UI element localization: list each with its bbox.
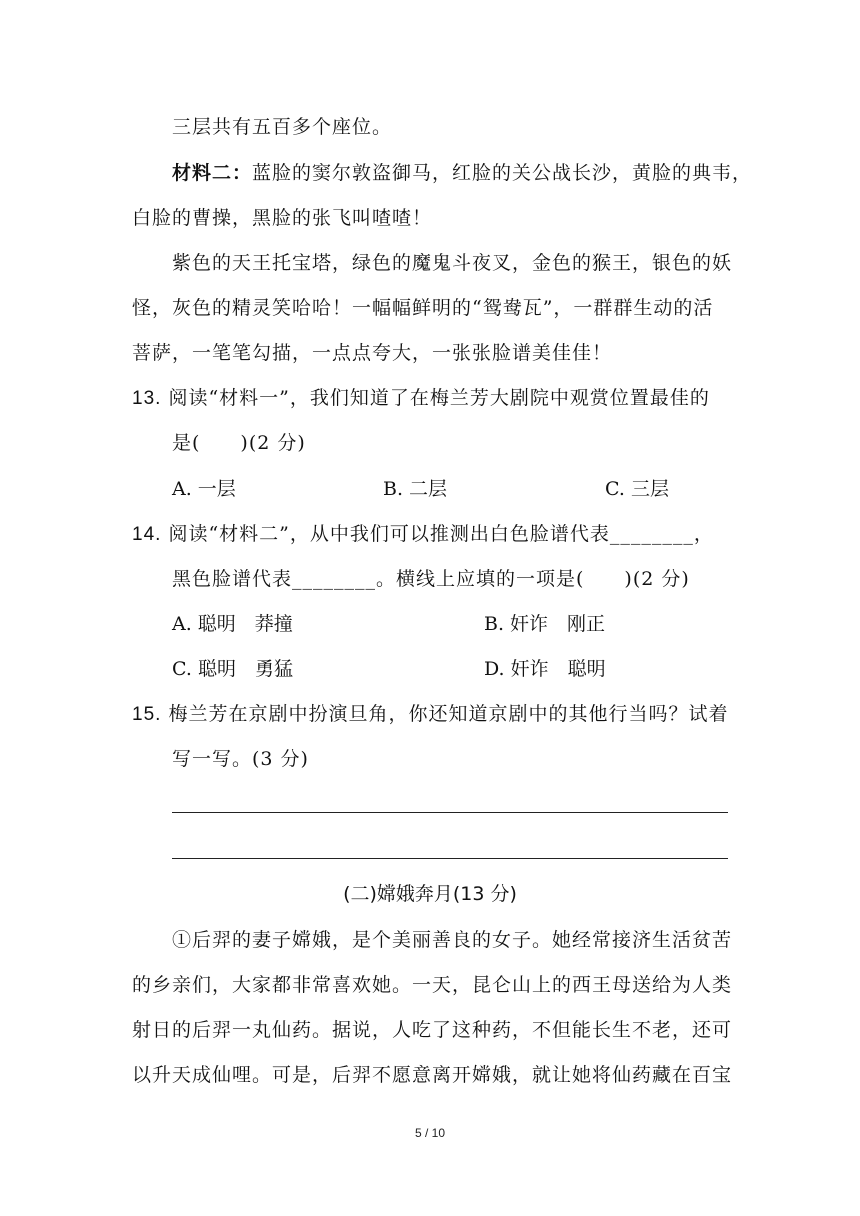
question-14-option-c[interactable]: C. 聪明 勇猛 — [172, 658, 293, 680]
material2-label: 材料二： — [172, 162, 253, 184]
question-13-line2: 是( )(2 分) — [172, 432, 306, 454]
question-14-line2: 黑色脸谱代表________。横线上应填的一项是( )(2 分) — [172, 568, 690, 590]
question-13-option-c[interactable]: C. 三层 — [605, 478, 669, 500]
material1-tail: 三层共有五百多个座位。 — [172, 116, 393, 138]
material2-line2: 白脸的曹操，黑脸的张飞叫喳喳！ — [132, 207, 433, 229]
passage-line-3: 射日的后羿一丸仙药。据说，人吃了这种药，不但能长生不老，还可 — [132, 1019, 733, 1041]
question-13-option-b[interactable]: B. 二层 — [383, 478, 448, 500]
question-14-line1 — [132, 522, 714, 547]
question-15-line1 — [132, 702, 728, 727]
question-15-number: 15. — [132, 704, 162, 725]
question-14-text: 阅读“材料二”，从中我们可以推测出白色脸谱代表________， — [168, 523, 714, 545]
material2-line1 — [172, 161, 752, 185]
question-14-option-d[interactable]: D. 奸诈 聪明 — [484, 658, 606, 680]
question-13-option-a[interactable]: A. 一层 — [172, 478, 236, 500]
section-title: (二)嫦娥奔月(13 分) — [343, 883, 517, 905]
question-14-option-a[interactable]: A. 聪明 莽撞 — [172, 613, 293, 635]
material2-text1: 蓝脸的窦尔敦盗御马，红脸的关公战长沙，黄脸的典韦， — [252, 162, 753, 184]
passage-line-4: 以升天成仙哩。可是，后羿不愿意离开嫦娥，就让她将仙药藏在百宝 — [132, 1064, 733, 1086]
question-13-text: 阅读“材料一”，我们知道了在梅兰芳大剧院中观赏位置最佳的 — [168, 387, 710, 409]
question-14-number: 14. — [132, 524, 162, 545]
question-13-line1 — [132, 386, 710, 411]
material2-line5: 菩萨，一笔笔勾描，一点点夸大，一张张脸谱美佳佳！ — [132, 342, 613, 364]
material2-line4: 怪，灰色的精灵笑哈哈！一幅幅鲜明的“鸳鸯瓦”，一群群生动的活 — [132, 297, 714, 319]
answer-line-1[interactable] — [172, 812, 728, 813]
material2-line3: 紫色的天王托宝塔，绿色的魔鬼斗夜叉，金色的猴王，银色的妖 — [172, 252, 733, 274]
passage-line-1: ①后羿的妻子嫦娥，是个美丽善良的女子。她经常接济生活贫苦 — [172, 929, 733, 951]
question-14-option-b[interactable]: B. 奸诈 刚正 — [484, 613, 606, 635]
answer-line-2[interactable] — [172, 858, 728, 859]
question-15-text: 梅兰芳在京剧中扮演旦角，你还知道京剧中的其他行当吗？试着 — [168, 703, 729, 725]
question-13-number: 13. — [132, 388, 162, 409]
question-15-line2: 写一写。(3 分) — [172, 748, 309, 770]
passage-line-2: 的乡亲们，大家都非常喜欢她。一天，昆仑山上的西王母送给为人类 — [132, 974, 733, 996]
page-number: 5 / 10 — [414, 1126, 446, 1140]
